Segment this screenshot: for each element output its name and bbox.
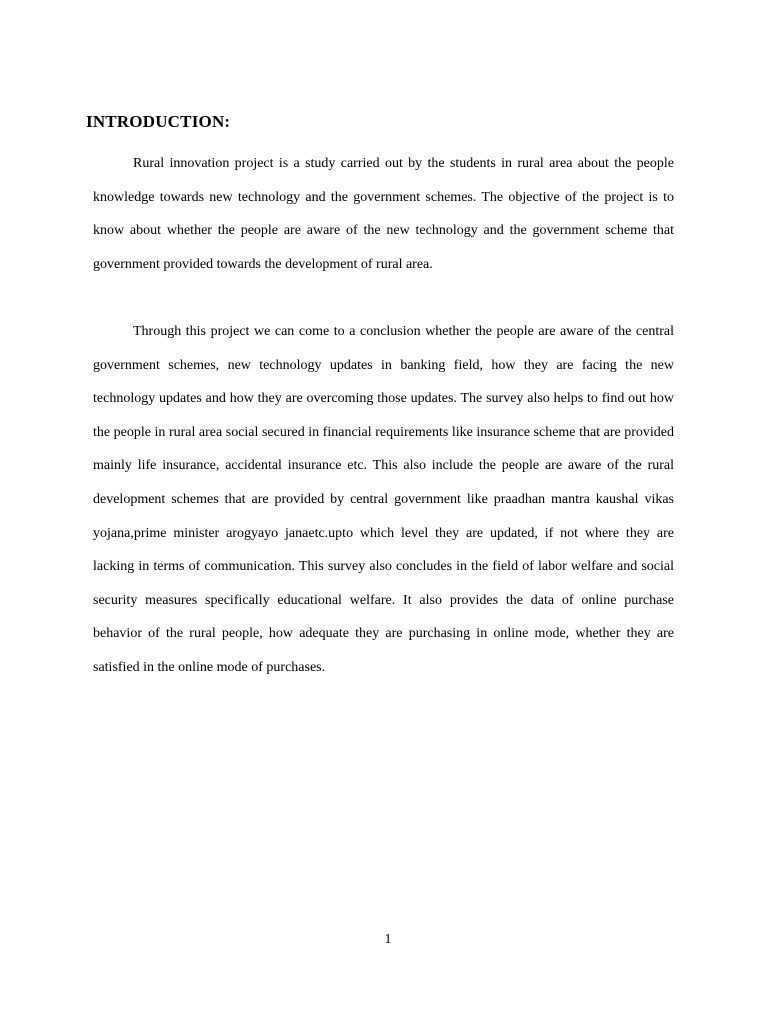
section-heading: INTRODUCTION:	[86, 112, 231, 131]
paragraph-conclusion: Through this project we can come to a conclusion whether the people are aware of the central government schemes, new technology updates in banking field, how they are facing the new technology updates and how they are overcoming those updates. The survey also helps to find out how the people in rural area social secured in financial requirements like insurance scheme that are provided mainly life insurance, accidental insurance etc. This also include the people are aware of the rural development schemes that are provided by central government like praadhan mantra kaushal vikas yojana,prime minister arogyayo janaetc.upto which level they are updated, if not where they are lacking in terms of communication. This survey also concludes in the field of labor welfare and social security measures specifically educational welfare. It also provides the data of online purchase behavior of the rural people, how adequate they are purchasing in online mode, whether they are satisfied in the online mode of purchases.	[93, 324, 674, 675]
paragraph-intro: Rural innovation project is a study carried out by the students in rural area about the people knowledge towards new technology and the government schemes. The objective of the project is to know about whether the people are aware of the new technology and the government scheme that government provided towards the development of rural area.	[93, 156, 674, 272]
page-number: 1	[384, 932, 392, 947]
